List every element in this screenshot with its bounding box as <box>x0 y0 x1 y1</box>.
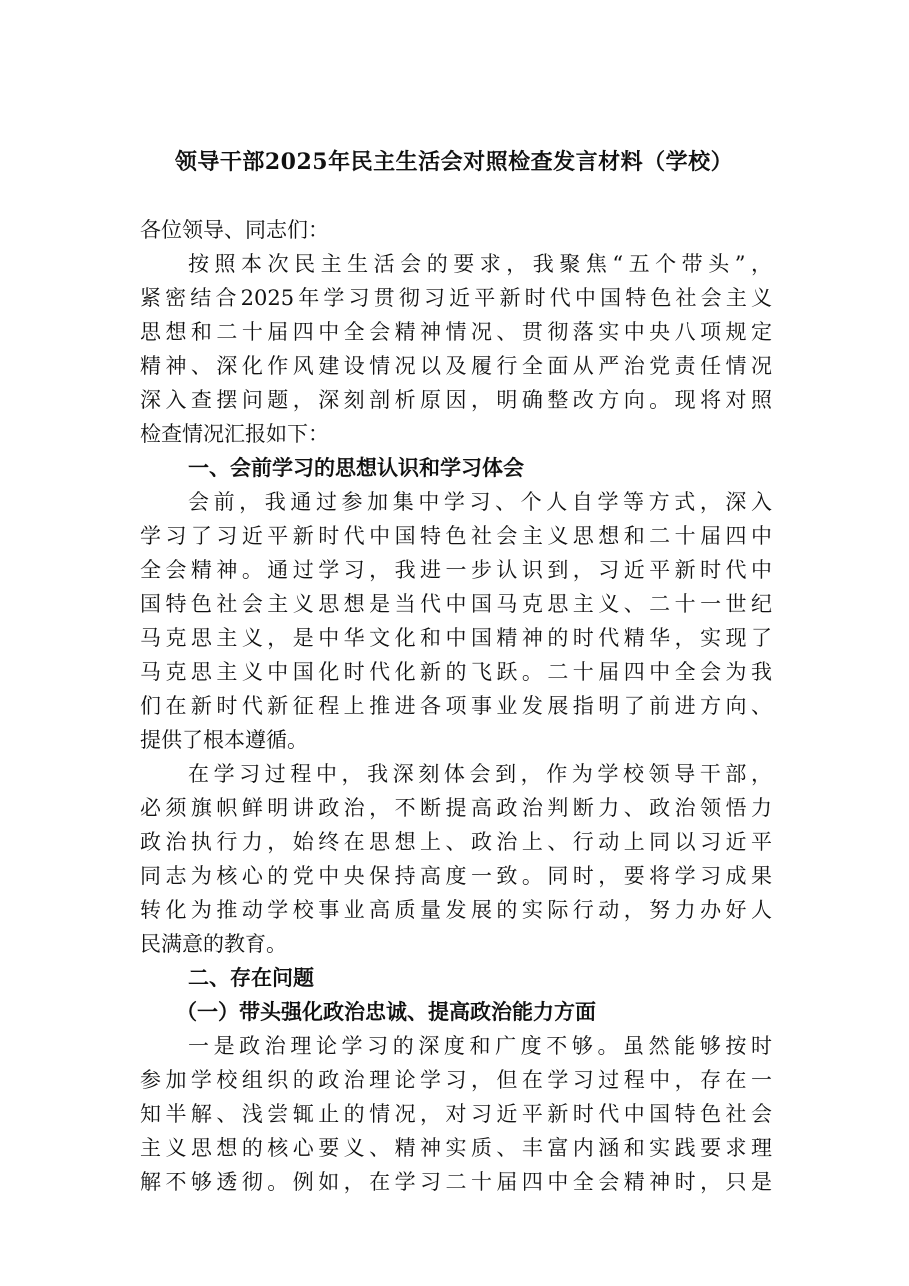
paragraph-line: 马克思主义中国化时代化新的飞跃。二十届四中全会为我 <box>140 660 772 684</box>
paragraph-line: 民满意的教育。 <box>140 932 287 956</box>
section-heading: 一、会前学习的思想认识和学习体会 <box>188 456 524 480</box>
paragraph-line: 提供了根本遵循。 <box>140 728 308 752</box>
section-heading: 二、存在问题 <box>188 966 314 990</box>
paragraph-line: 转化为推动学校事业高质量发展的实际行动，努力办好人 <box>140 898 772 922</box>
paragraph-line: 深入查摆问题，深刻剖析原因，明确整改方向。现将对照 <box>140 388 772 412</box>
paragraph-line: 会前，我通过参加集中学习、个人自学等方式，深入 <box>188 490 772 514</box>
paragraph-line: 政治执行力，始终在思想上、政治上、行动上同以习近平 <box>140 830 772 854</box>
paragraph-line: 在学习过程中，我深刻体会到，作为学校领导干部， <box>188 762 772 786</box>
paragraph-line: 按照本次民主生活会的要求，我聚焦“五个带头”， <box>188 252 772 276</box>
subsection-heading: （一）带头强化政治忠诚、提高政治能力方面 <box>176 999 596 1024</box>
paragraph-line: 解不够透彻。例如，在学习二十届四中全会精神时，只是 <box>140 1170 772 1194</box>
paragraph-line: 必须旗帜鲜明讲政治，不断提高政治判断力、政治领悟力 <box>140 796 772 820</box>
paragraph-line: 知半解、浅尝辄止的情况，对习近平新时代中国特色社会 <box>140 1102 772 1126</box>
paragraph-line: 国特色社会主义思想是当代中国马克思主义、二十一世纪 <box>140 592 772 616</box>
paragraph-line: 一是政治理论学习的深度和广度不够。虽然能够按时 <box>188 1034 772 1058</box>
paragraph-line: 全会精神。通过学习，我进一步认识到，习近平新时代中 <box>140 558 772 582</box>
paragraph-line: 主义思想的核心要义、精神实质、丰富内涵和实践要求理 <box>140 1136 772 1160</box>
paragraph-line: 们在新时代新征程上推进各项事业发展指明了前进方向、 <box>140 694 772 718</box>
paragraph-line: 同志为核心的党中央保持高度一致。同时，要将学习成果 <box>140 864 772 888</box>
paragraph-line: 思想和二十届四中全会精神情况、贯彻落实中央八项规定 <box>140 320 772 344</box>
document-title: 领导干部2025年民主生活会对照检查发言材料（学校） <box>174 149 734 175</box>
paragraph-line: 精神、深化作风建设情况以及履行全面从严治党责任情况 <box>140 354 772 378</box>
paragraph-line: 马克思主义，是中华文化和中国精神的时代精华，实现了 <box>140 626 772 650</box>
paragraph-line: 检查情况汇报如下： <box>140 422 329 446</box>
paragraph-line: 学习了习近平新时代中国特色社会主义思想和二十届四中 <box>140 524 772 548</box>
salutation: 各位领导、同志们： <box>140 218 329 242</box>
paragraph-line: 紧密结合2025年学习贯彻习近平新时代中国特色社会主义 <box>140 286 772 310</box>
paragraph-line: 参加学校组织的政治理论学习，但在学习过程中，存在一 <box>140 1068 772 1092</box>
